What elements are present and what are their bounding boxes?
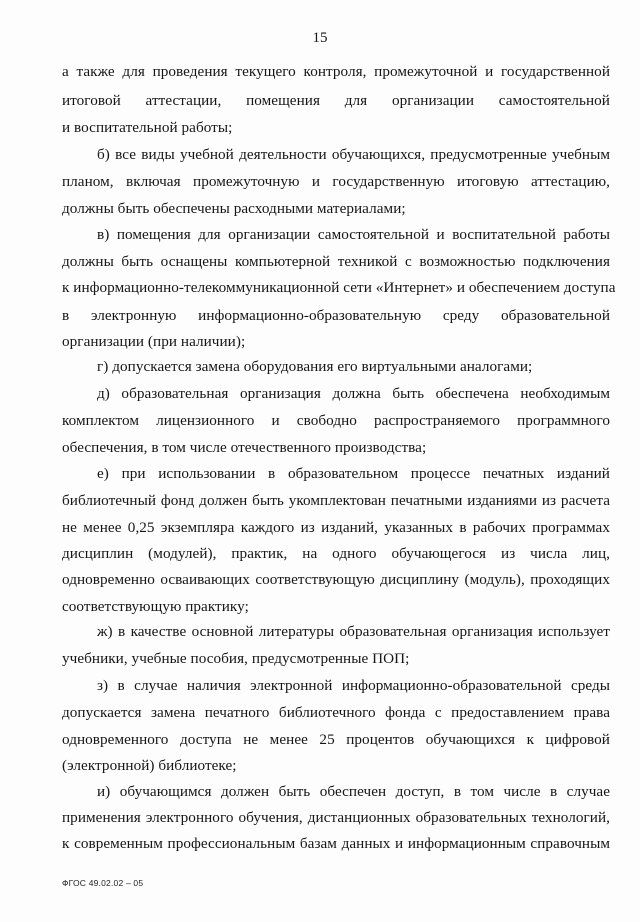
text-line: должны быть оснащены компьютерной техникой с возможностью подключения — [62, 253, 610, 270]
text-line: е) при использовании в образовательном процессе печатных изданий — [97, 465, 610, 482]
text-line: а также для проведения текущего контроля, промежуточной и государственной — [62, 63, 610, 80]
text-line: планом, включая промежуточную и государственную итоговую аттестацию, — [62, 173, 610, 190]
text-line: ж) в качестве основной литературы образовательная организация использует — [97, 623, 610, 640]
text-line: к современным профессиональным базам данных и информационным справочным — [62, 835, 610, 852]
text-line: комплектом лицензионного и свободно распространяемого программного — [62, 412, 610, 429]
text-line: обеспечения, в том числе отечественного производства; — [62, 439, 427, 456]
text-line: одновременного доступа не менее 25 процентов обучающихся к цифровой — [62, 731, 610, 748]
text-line: одновременно осваивающих соответствующую дисциплину (модуль), проходящих — [62, 571, 610, 588]
page-number: 15 — [312, 30, 328, 46]
text-line: в электронную информационно-образовательную среду образовательной — [62, 307, 610, 324]
text-line: и) обучающимся должен быть обеспечен доступ, в том числе в случае — [97, 783, 610, 800]
text-line: и воспитательной работы; — [62, 119, 233, 136]
footer-code: ФГОС 49.02.02 – 05 — [62, 878, 144, 888]
text-line: з) в случае наличия электронной информационно-образовательной среды — [97, 677, 610, 694]
text-line: к информационно-телекоммуникационной сети «Интернет» и обеспечением доступа — [62, 279, 616, 296]
text-line: в) помещения для организации самостоятельной и воспитательной работы — [97, 226, 610, 243]
text-line: (электронной) библиотеке; — [62, 757, 237, 774]
text-line: дисциплин (модулей), практик, на одного обучающегося из числа лиц, — [62, 545, 610, 562]
text-line: допускается замена печатного библиотечного фонда с предоставлением права — [62, 704, 610, 721]
text-line: организации (при наличии); — [62, 333, 246, 350]
text-line: применения электронного обучения, дистанционных образовательных технологий, — [62, 809, 610, 826]
text-line: соответствующую практику; — [62, 598, 249, 615]
text-line: итоговой аттестации, помещения для организации самостоятельной — [62, 92, 610, 109]
text-line: учебники, учебные пособия, предусмотренные ПОП; — [62, 650, 410, 667]
text-line: не менее 0,25 экземпляра каждого из изданий, указанных в рабочих программах — [62, 519, 610, 536]
text-line: библиотечный фонд должен быть укомплектован печатными изданиями из расчета — [62, 492, 610, 509]
text-line: г) допускается замена оборудования его виртуальными аналогами; — [97, 358, 533, 375]
text-line: должны быть обеспечены расходными материалами; — [62, 200, 406, 217]
text-line: д) образовательная организация должна быть обеспечена необходимым — [97, 385, 610, 402]
text-line: б) все виды учебной деятельности обучающихся, предусмотренные учебным — [97, 146, 610, 163]
